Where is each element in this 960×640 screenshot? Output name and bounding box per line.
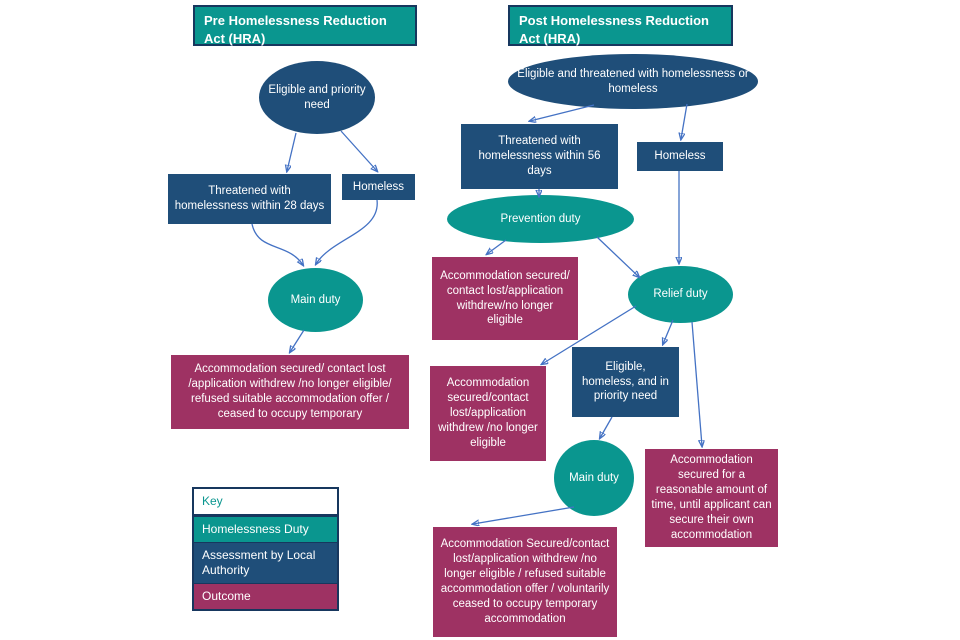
arrow-post-eligible-to-threatened xyxy=(530,105,594,121)
legend xyxy=(192,487,339,611)
arrow-pre-eligible-to-homeless xyxy=(341,131,377,171)
arrow-post-prevention-to-relief xyxy=(597,237,639,277)
post-prevention-duty-ellipse: Prevention duty xyxy=(447,195,634,243)
pre-outcome-box: Accommodation secured/ contact lost /application withdrew /no longer eligible/ refused suitable accommodation offer / ceased to occupy temporary xyxy=(171,355,409,429)
post-relief-secured-box: Accommodation secured for a reasonable amount of time, until applicant can secure their own accommodation xyxy=(645,449,778,547)
pre-hra-title: Pre Homelessness Reduction Act (HRA) xyxy=(193,5,417,46)
arrow-post-relief-to-eligible-priority xyxy=(663,320,673,344)
post-eligible-threatened-ellipse: Eligible and threatened with homelessness or homeless xyxy=(508,54,758,109)
pre-main-duty-ellipse: Main duty xyxy=(268,268,363,332)
arrow-post-eligible-priority-to-main-duty xyxy=(600,417,612,438)
arrow-post-relief-to-relief-secured xyxy=(692,322,702,446)
post-threatened-56-days-box: Threatened with homelessness within 56 days xyxy=(461,124,618,189)
arrow-pre-main-duty-to-outcome xyxy=(290,330,304,352)
post-homeless-box: Homeless xyxy=(637,142,723,171)
arrow-pre-threatened-to-main-duty xyxy=(252,224,303,265)
arrow-post-eligible-to-homeless xyxy=(681,104,687,139)
post-relief-outcome-box: Accommodation secured/contact lost/application withdrew /no longer eligible xyxy=(430,366,546,461)
post-prevention-outcome-box: Accommodation secured/ contact lost/application withdrew/no longer eligible xyxy=(432,257,578,340)
pre-homeless-box: Homeless xyxy=(342,174,415,200)
legend-homelessness-duty: Homelessness Duty xyxy=(194,516,337,542)
arrow-post-prevention-to-outcome xyxy=(487,240,506,254)
legend-outcome: Outcome xyxy=(194,583,337,609)
pre-threatened-28-days-box: Threatened with homelessness within 28 days xyxy=(168,174,331,224)
legend-title: Key xyxy=(194,489,337,516)
legend-assessment-local-authority: Assessment by Local Authority xyxy=(194,542,337,583)
post-main-duty-ellipse: Main duty xyxy=(554,440,634,516)
pre-eligible-priority-ellipse: Eligible and priority need xyxy=(259,61,375,134)
arrow-pre-eligible-to-threatened xyxy=(287,133,296,171)
post-main-outcome-box: Accommodation Secured/contact lost/application withdrew /no longer eligible / refused suitable accommodation offer / voluntarily ceased to occupy temporary accommodation xyxy=(433,527,617,637)
arrow-post-main-duty-to-main-outcome xyxy=(473,507,574,524)
post-relief-duty-ellipse: Relief duty xyxy=(628,266,733,323)
post-hra-title: Post Homelessness Reduction Act (HRA) xyxy=(508,5,733,46)
post-eligible-priority-box: Eligible, homeless, and in priority need xyxy=(572,347,679,417)
